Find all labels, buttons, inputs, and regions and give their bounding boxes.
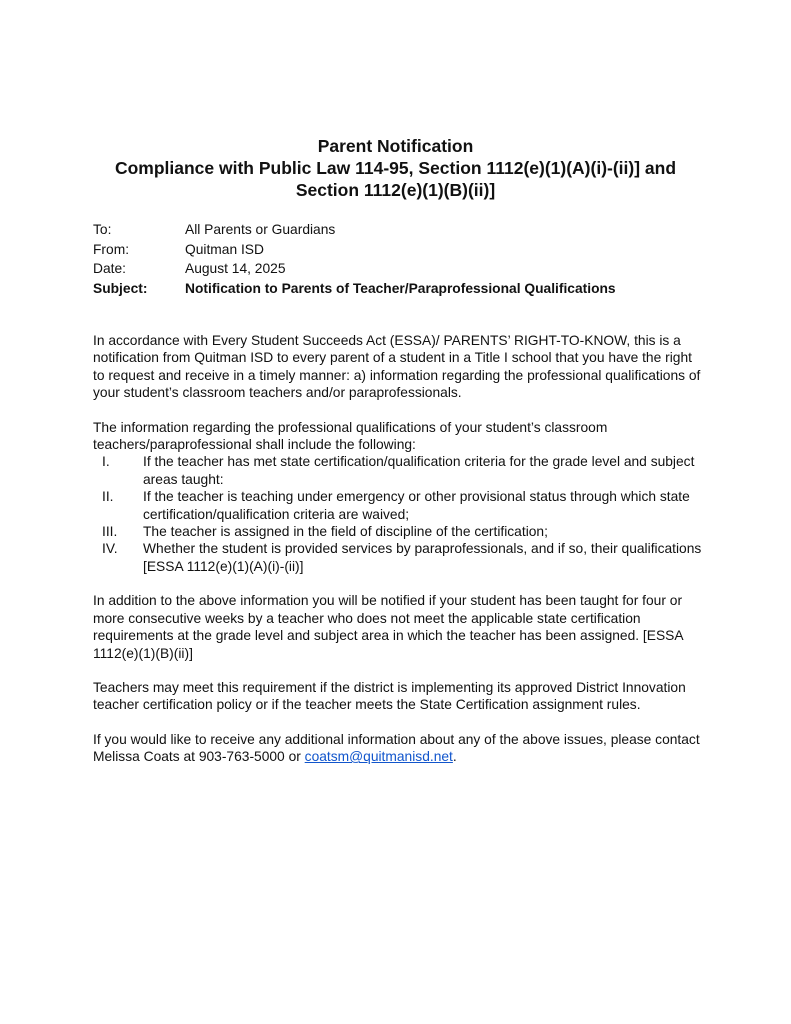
title-line-3: Section 1112(e)(1)(B)(ii)]	[295, 180, 496, 200]
paragraph-essa-notice: In accordance with Every Student Succeeds Act (ESSA)/ PARENTS’ RIGHT-TO-KNOW, this is a notification from Quitman ISD to every parent of a student in a Title I school that you have the right to request and receive in a timely manner: a) information regarding the professional qualifications of your student’s classroom teachers and/or paraprofessionals.	[93, 333, 701, 401]
title-line-2: Compliance with Public Law 114-95, Section 1112(e)(1)(A)(i)-(ii)] and	[114, 158, 677, 178]
list-item-text: If the teacher has met state certification/qualification criteria for the grade level and subject areas taught:	[143, 454, 695, 487]
list-item-text: The teacher is assigned in the field of discipline of the certification;	[143, 524, 548, 540]
paragraph-four-weeks-notice: In addition to the above information you will be notified if your student has been taught for four or more consecutive weeks by a teacher who does not meet the applicable state certification requirements at the grade level and subject area in which the teacher has been assigned. [ESSA 1112(e)(1)(B)(ii)]	[93, 593, 683, 661]
memo-to-row	[93, 220, 616, 240]
memo-subject-row	[93, 279, 616, 299]
paragraph-qualifications-intro: The information regarding the professional qualifications of your student’s classroom teachers/paraprofessional shall include the following:	[93, 419, 608, 453]
memo-from-row	[93, 240, 616, 260]
contact-period: .	[452, 749, 457, 765]
memo-to-value: All Parents or Guardians	[185, 222, 336, 237]
memo-subject-value: Notification to Parents of Teacher/Paraprofessional Qualifications	[185, 280, 616, 296]
memo-date-row	[93, 259, 616, 279]
list-item-number: IV.	[102, 541, 118, 557]
memo-date-label: Date:	[93, 261, 126, 276]
paragraph-district-innovation: Teachers may meet this requirement if the district is implementing its approved District Innovation teacher certification policy or if the teacher meets the State Certification assignment rules.	[93, 679, 686, 713]
list-item-number: II.	[102, 489, 114, 505]
memo-from-value: Quitman ISD	[185, 241, 264, 257]
memo-subject-label: Subject:	[93, 280, 148, 296]
contact-email-link[interactable]: coatsm@quitmanisd.net	[304, 749, 453, 765]
memo-from-label: From:	[93, 241, 130, 257]
list-item	[93, 453, 703, 488]
memo-date-value: August 14, 2025	[185, 261, 286, 276]
title-line-1: Parent Notification	[317, 136, 474, 156]
qualifications-list	[93, 453, 703, 575]
list-item	[93, 540, 703, 575]
list-item	[93, 523, 703, 540]
contact-text: If you would like to receive any additional information about any of the above issues, please contact Melissa Coats at 903-763-5000 or	[93, 731, 700, 765]
memo-header	[93, 220, 616, 298]
list-item-text: If the teacher is teaching under emergency or other provisional status through which state certification/qualification criteria are waived;	[143, 489, 690, 522]
memo-to-label: To:	[93, 222, 112, 237]
list-item	[93, 488, 703, 523]
list-item-text: Whether the student is provided services by paraprofessionals, and if so, their qualifications [ESSA 1112(e)(1)(A)(i)-(ii)]	[143, 541, 702, 574]
document-title	[60, 135, 731, 201]
document-body	[93, 332, 703, 783]
paragraph-contact	[93, 731, 703, 766]
list-item-number: I.	[102, 454, 110, 470]
list-item-number: III.	[102, 524, 118, 540]
